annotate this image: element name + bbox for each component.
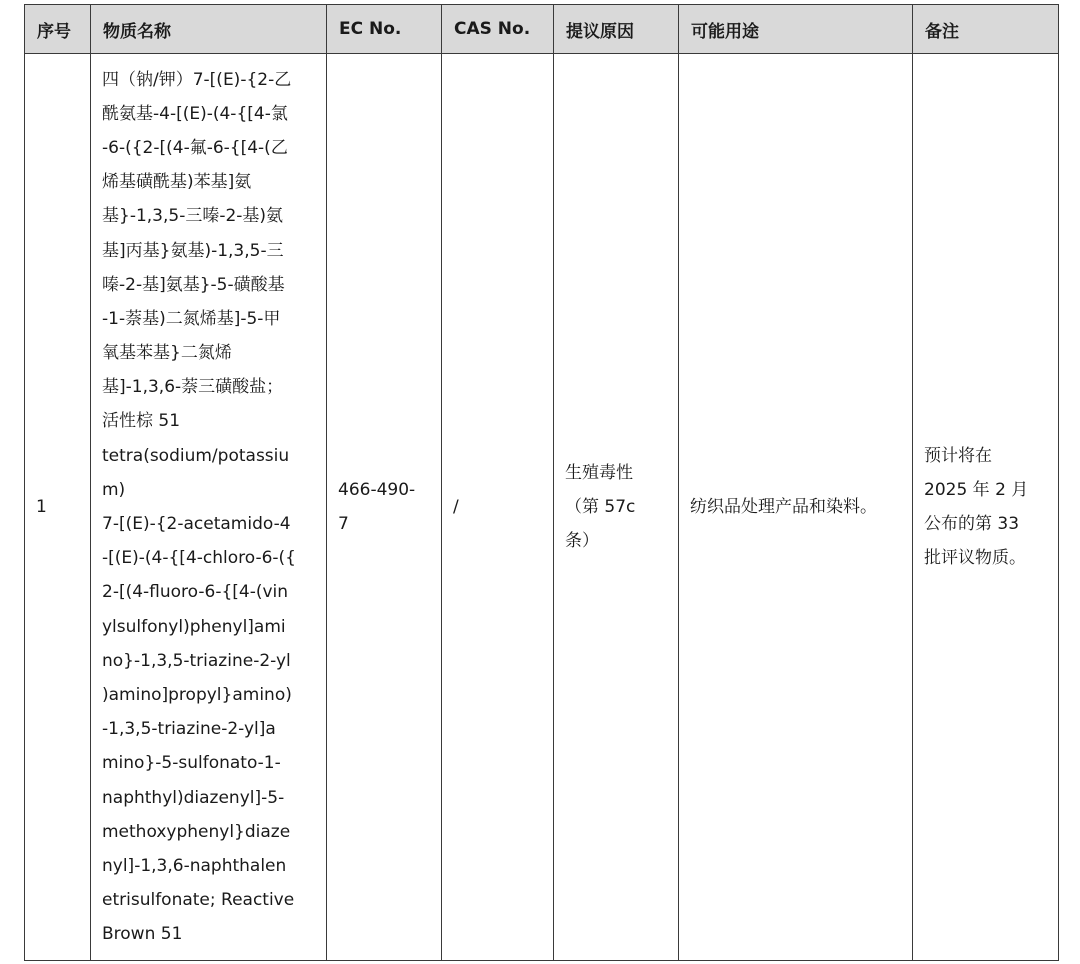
remark-line: 批评议物质。 — [924, 548, 1026, 568]
header-no: 序号 — [25, 5, 91, 54]
header-substance-name: 物质名称 — [91, 5, 327, 54]
name-line: nyl]-1,3,6-naphthalen — [102, 855, 287, 876]
header-cas-no: CAS No. — [442, 5, 554, 54]
remark-line: 预计将在 — [924, 446, 992, 466]
table-row — [25, 54, 1059, 961]
name-line: 7-[(E)-{2-acetamido-4 — [102, 514, 291, 534]
name-line: 活性棕 51 — [102, 411, 181, 432]
ec-line: 7 — [338, 514, 349, 534]
table-header-row — [25, 5, 1059, 54]
cell-ec-no — [327, 54, 442, 961]
name-line: 嗪-2-基]氨基}-5-磺酸基 — [102, 274, 285, 295]
remark-line: 公布的第 33 — [924, 514, 1020, 534]
name-line: Brown 51 — [102, 924, 183, 945]
cell-substance-name — [91, 54, 327, 961]
name-line: 2-[(4-fluoro-6-{[4-(vin — [102, 582, 289, 603]
remark-line: 2025 年 2 月 — [924, 480, 1029, 500]
name-line: 酰氨基-4-[(E)-(4-{[4-氯 — [102, 103, 288, 124]
reason-line: 条） — [565, 531, 599, 551]
name-line: 四（钠/钾）7-[(E)-{2-乙 — [102, 69, 292, 90]
cell-no: 1 — [25, 54, 91, 961]
cell-reason — [554, 54, 679, 961]
substance-table — [24, 4, 1059, 961]
name-line: )amino]propyl}amino) — [102, 684, 292, 705]
header-ec-no: EC No. — [327, 5, 442, 54]
reason-line: （第 57c — [565, 497, 636, 517]
name-line: 基}-1,3,5-三嗪-2-基)氨 — [102, 206, 284, 227]
name-line: mino}-5-sulfonato-1- — [102, 753, 281, 774]
name-line: m) — [102, 479, 126, 500]
name-line: naphthyl)diazenyl]-5- — [102, 787, 285, 808]
name-line: 基]丙基}氨基)-1,3,5-三 — [102, 240, 284, 261]
ec-line: 466-490- — [338, 480, 416, 500]
cell-remark — [913, 54, 1059, 961]
name-line: etrisulfonate; Reactive — [102, 890, 295, 911]
header-use: 可能用途 — [679, 5, 913, 54]
name-line: 烯基磺酰基)苯基]氨 — [102, 172, 252, 193]
name-line: -6-({2-[(4-氟-6-{[4-(乙 — [102, 137, 288, 158]
header-reason: 提议原因 — [554, 5, 679, 54]
header-remark: 备注 — [913, 5, 1059, 54]
name-line: tetra(sodium/potassiu — [102, 445, 290, 466]
name-line: -[(E)-(4-{[4-chloro-6-({ — [102, 548, 296, 569]
name-line: methoxyphenyl}diaze — [102, 821, 291, 842]
name-line: no}-1,3,5-triazine-2-yl — [102, 650, 291, 671]
name-line: 氧基苯基}二氮烯 — [102, 343, 232, 364]
name-line: ylsulfonyl)phenyl]ami — [102, 616, 286, 637]
reason-line: 生殖毒性 — [565, 463, 633, 483]
cell-use: 纺织品处理产品和染料。 — [679, 54, 913, 961]
cell-cas-no: / — [442, 54, 554, 961]
name-line: -1-萘基)二氮烯基]-5-甲 — [102, 308, 281, 329]
name-line: -1,3,5-triazine-2-yl]a — [102, 719, 276, 740]
name-line: 基]-1,3,6-萘三磺酸盐； — [102, 377, 284, 398]
